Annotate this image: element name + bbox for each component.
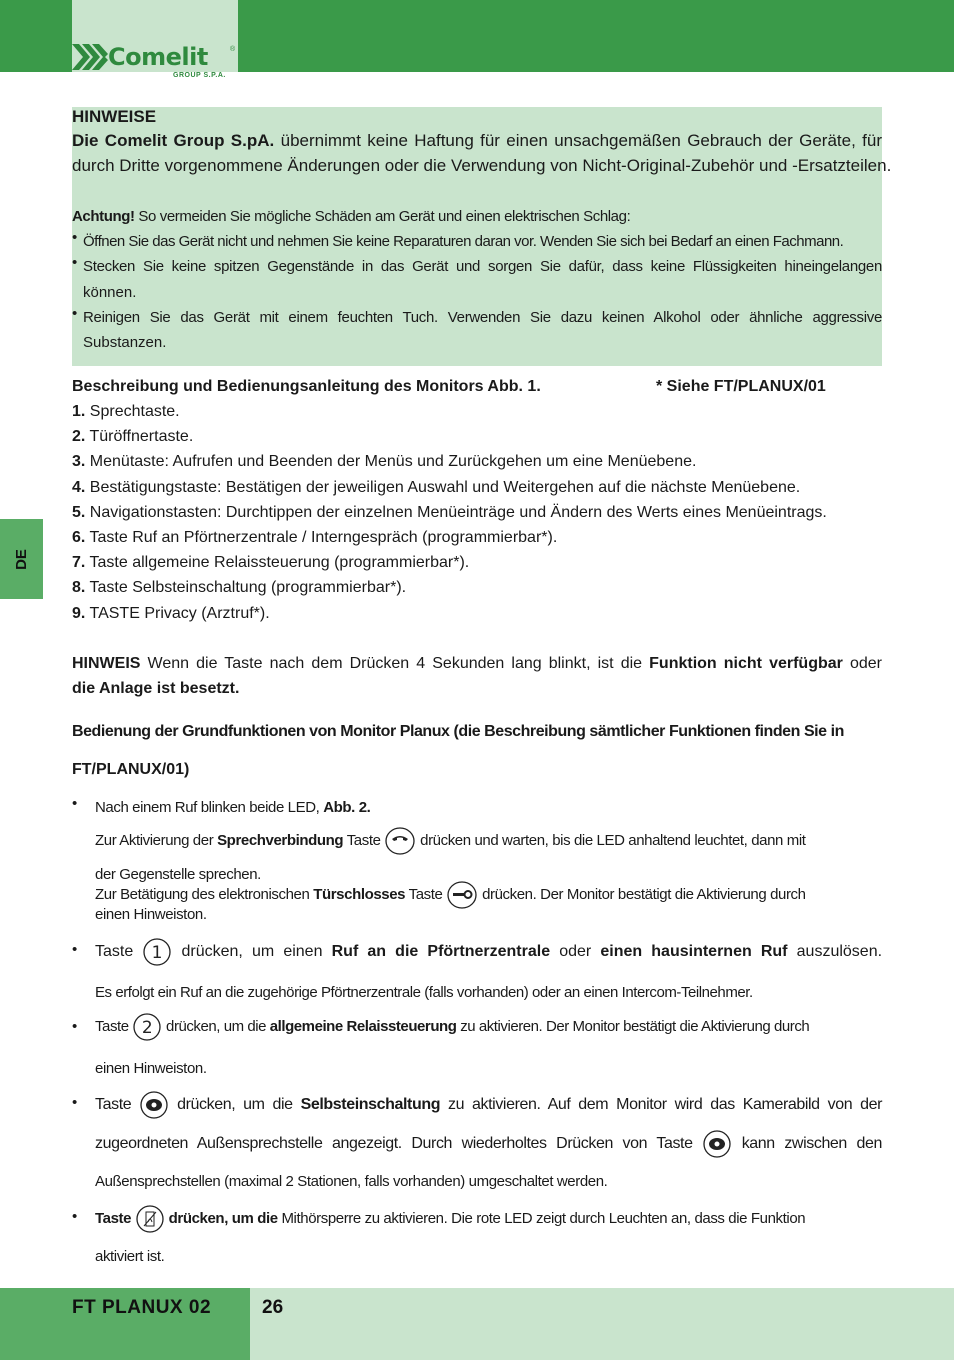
- hinweis-oder: oder: [849, 655, 883, 672]
- header-bar-right: [238, 0, 954, 72]
- p1d-post: drücken. Der Monitor bestätigt die Aktivierung durch: [482, 885, 806, 903]
- p5-bold: drücken, um die: [168, 1209, 278, 1227]
- hinweis-line-1: [72, 651, 882, 676]
- p3-bullet: •: [72, 1018, 78, 1035]
- comelit-logo-mark-icon: [72, 44, 108, 70]
- p1d-pre: Zur Betätigung des elektronischen: [95, 885, 310, 903]
- footer-bar-right: [250, 1288, 954, 1360]
- desc-item-text: Menütaste: Aufrufen und Beenden der Menüs und Zurückgehen um eine Menüebene.: [89, 453, 697, 471]
- desc-item-text: Türöffnertaste.: [89, 428, 194, 446]
- desc-heading: Beschreibung und Bedienungsanleitung des Monitors Abb. 1.: [72, 378, 541, 395]
- p1b-taste: Taste: [346, 831, 381, 849]
- notice-bullet-1: Öffnen Sie das Gerät nicht und nehmen Sie keine Reparaturen daran vor. Wenden Sie sich bei Bedarf an einen Fachmann.: [83, 233, 844, 250]
- desc-item-text: Bestätigungstaste: Bestätigen der jeweiligen Auswahl und Weitergehen auf die nächste Menüebene.: [89, 478, 801, 496]
- desc-item: [72, 525, 882, 550]
- desc-note: * Siehe FT/PLANUX/01: [656, 378, 826, 395]
- notice-company: Die Comelit Group S.pA.: [72, 131, 275, 150]
- desc-item-number: 7.: [72, 554, 86, 572]
- desc-item-text: TASTE Privacy (Arztruf*).: [89, 604, 270, 622]
- button-1-icon: [142, 937, 172, 967]
- desc-item-number: 3.: [72, 453, 86, 471]
- p3-bold: allgemeine Relaissteuerung: [269, 1017, 457, 1035]
- desc-item: [72, 399, 882, 424]
- p1-line-b: [95, 826, 882, 856]
- bullet-1: •: [72, 229, 78, 246]
- p3-c: zu aktivieren. Der Monitor bestätigt die Aktivierung durch: [460, 1017, 810, 1035]
- privacy-button-icon: [135, 1204, 165, 1234]
- notice-heading: HINWEISE: [72, 107, 157, 126]
- basic-heading-2: FT/PLANUX/01): [72, 761, 190, 778]
- desc-item-text: Taste Selbsteinschaltung (programmierbar*).: [89, 579, 407, 597]
- p2-oder: oder: [559, 943, 592, 961]
- p5-c: Mithörsperre zu aktivieren. Die rote LED zeigt durch Leuchten an, dass die Funktion: [281, 1209, 806, 1227]
- p4-a: drücken, um die: [177, 1096, 293, 1114]
- p4-e: kann zwischen den: [741, 1135, 882, 1153]
- p4-d: zugeordneten Außensprechstelle angezeigt. Durch wiederholtes Drücken von Taste: [95, 1135, 693, 1153]
- p2-line-d: Es erfolgt ein Ruf an die zugehörige Pförtnerzentrale (falls vorhanden) oder an einen Intercom-Teilnehmer.: [95, 984, 753, 1001]
- p5-line-d: aktiviert ist.: [95, 1248, 165, 1265]
- button-2-number: 2: [142, 1018, 153, 1038]
- hinweis-bold-1: Funktion nicht verfügbar: [649, 655, 843, 672]
- desc-item-number: 8.: [72, 579, 86, 597]
- basic-heading-1: Bedienung der Grundfunktionen von Monitor Planux (die Beschreibung sämtlicher Funktionen finden Sie in: [72, 723, 844, 740]
- achtung-line: [72, 204, 882, 229]
- desc-item-text: Taste Ruf an Pförtnerzentrale / Interngespräch (programmierbar*).: [89, 529, 558, 546]
- notice-bullet-3a: Reinigen Sie das Gerät mit einem feuchten Tuch. Verwenden Sie dazu keinen Alkohol oder ähnliche aggressive: [83, 309, 882, 326]
- bullet-3: •: [72, 305, 78, 322]
- p2-bold-1: Ruf an die Pförtnerzentrale: [331, 943, 551, 961]
- p4-line-d: [95, 1129, 882, 1159]
- achtung-label: Achtung!: [72, 208, 135, 225]
- notice-line-1: [72, 128, 882, 153]
- p1-line-a: [95, 795, 882, 820]
- p1b-bold: Sprechverbindung: [217, 831, 344, 849]
- p3-taste: Taste: [95, 1017, 129, 1035]
- p4-bullet: •: [72, 1094, 78, 1111]
- language-tab: [0, 519, 43, 599]
- p1d-bold: Türschlosses: [313, 885, 406, 903]
- notice-bullet-3b: Substanzen.: [83, 334, 167, 351]
- logo-subtitle: GROUP S.P.A.: [173, 72, 226, 79]
- p1b-pre: Zur Aktivierung der: [95, 831, 214, 849]
- achtung-text: So vermeiden Sie mögliche Schäden am Gerät und einen elektrischen Schlag:: [138, 208, 631, 225]
- p2-taste: Taste: [95, 943, 134, 961]
- desc-item-number: 2.: [72, 428, 86, 446]
- p2-c: auszulösen.: [796, 943, 883, 961]
- p1a-bold: Abb. 2.: [323, 799, 371, 816]
- p3-line-a: [95, 1012, 882, 1042]
- p4-line-f: Außensprechstellen (maximal 2 Stationen, falls vorhanden) umgeschaltet werden.: [95, 1173, 608, 1190]
- desc-item-text: Sprechtaste.: [89, 403, 180, 420]
- p1-bullet: •: [72, 795, 78, 812]
- p5-taste: Taste: [95, 1209, 132, 1227]
- desc-item-text: Navigationstasten: Durchtippen der einzelnen Menüeinträge und Ändern des Werts eines Menüeintrags.: [89, 503, 827, 521]
- logo-registered-mark: ®: [230, 46, 236, 53]
- camera-button-icon: [702, 1129, 732, 1159]
- p1-line-e: einen Hinweiston.: [95, 906, 207, 923]
- hinweis-label: HINWEIS: [72, 655, 141, 672]
- header-bar-left: [0, 0, 72, 72]
- p2-line-a: [95, 937, 882, 967]
- hinweis-bold-2: die Anlage ist besetzt.: [72, 680, 240, 697]
- p3-line-d: einen Hinweiston.: [95, 1060, 207, 1077]
- notice-text-1a: übernimmt keine Haftung für einen unsachgemäßen Gebrauch der Geräte, für: [280, 131, 882, 150]
- desc-item-text: Taste allgemeine Relaissteuerung (programmierbar*).: [89, 554, 470, 572]
- desc-item: [72, 601, 882, 626]
- comelit-logo: [72, 43, 236, 79]
- footer-title: FT PLANUX 02: [72, 1297, 212, 1318]
- desc-item: [72, 475, 882, 500]
- p1d-taste: Taste: [408, 885, 443, 903]
- p1b-post: drücken und warten, bis die LED anhaltend leuchtet, dann mit: [420, 831, 806, 849]
- p4-taste: Taste: [95, 1096, 132, 1114]
- button-1-number: 1: [151, 943, 163, 963]
- desc-item-number: 9.: [72, 604, 86, 622]
- desc-item-number: 1.: [72, 403, 86, 420]
- desc-item: [72, 500, 882, 525]
- notice-text-1b: durch Dritte vorgenommene Änderungen oder die Verwendung von Nicht-Original-Zubehör und -Ersatzteilen.: [72, 156, 892, 175]
- p2-a: drücken, um einen: [181, 943, 323, 961]
- language-tab-label: DE: [13, 548, 30, 570]
- button-2-icon: [132, 1012, 162, 1042]
- p4-line-a: [95, 1090, 882, 1120]
- p5-line-a: [95, 1204, 882, 1234]
- desc-item: [72, 575, 882, 600]
- handset-button-icon: [384, 826, 416, 856]
- desc-item: [72, 449, 882, 474]
- desc-item-number: 6.: [72, 529, 86, 546]
- p2-bullet: •: [72, 941, 78, 958]
- desc-item-number: 4.: [72, 478, 86, 496]
- p5-bullet: •: [72, 1208, 78, 1225]
- desc-item-number: 5.: [72, 503, 86, 521]
- notice-bullet-2b: können.: [83, 284, 137, 301]
- p4-bold: Selbsteinschaltung: [300, 1096, 441, 1114]
- p1-line-c: der Gegenstelle sprechen.: [95, 866, 261, 883]
- desc-item: [72, 424, 882, 449]
- camera-button-icon: [139, 1090, 169, 1120]
- desc-item: [72, 550, 882, 575]
- logo-wordmark: Comelit: [108, 43, 208, 71]
- notice-bullet-2a: Stecken Sie keine spitzen Gegenstände in das Gerät und sorgen Sie dafür, dass keine Flüssigkeiten hineingelangen: [83, 258, 882, 275]
- bullet-2: •: [72, 254, 78, 271]
- p3-a: drücken, um die: [166, 1017, 267, 1035]
- p2-bold-2: einen hausinternen Ruf: [600, 943, 788, 961]
- p4-c: zu aktivieren. Auf dem Monitor wird das Kamerabild von der: [448, 1096, 883, 1114]
- p1a-text: Nach einem Ruf blinken beide LED,: [95, 799, 320, 816]
- page-number: 26: [262, 1297, 284, 1318]
- hinweis-text: Wenn die Taste nach dem Drücken 4 Sekunden lang blinkt, ist die: [147, 655, 643, 672]
